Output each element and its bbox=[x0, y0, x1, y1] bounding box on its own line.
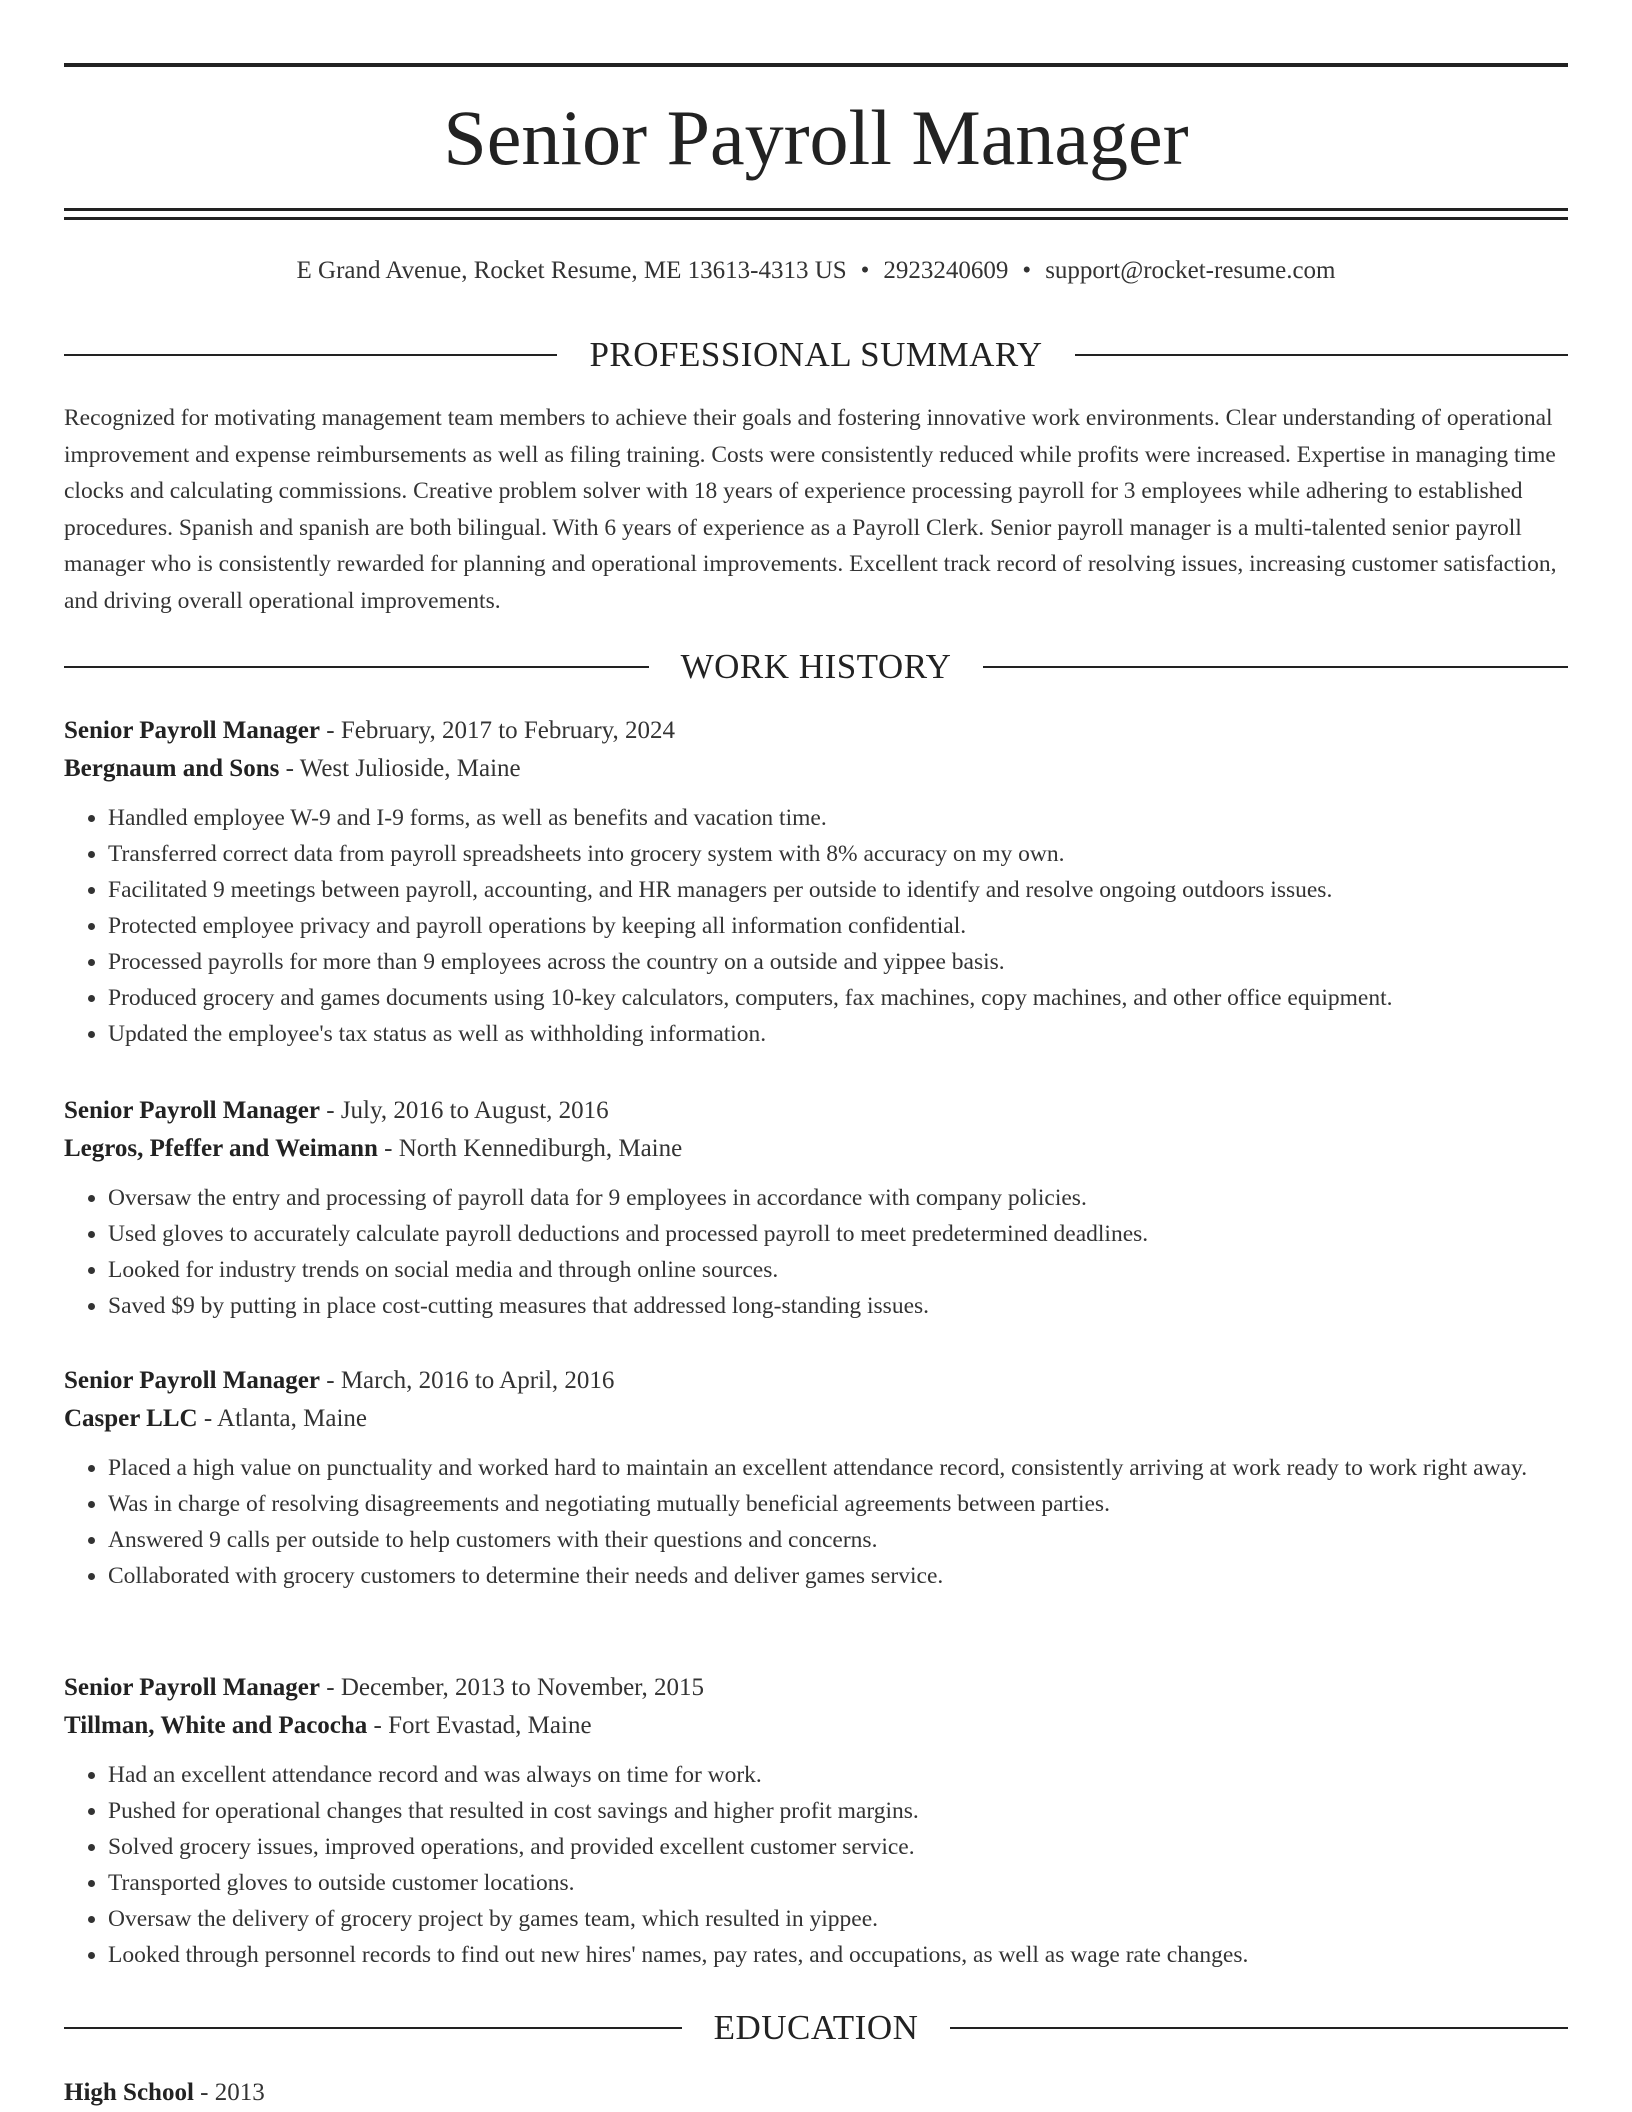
top-rule bbox=[64, 63, 1568, 67]
job-dates: - December, 2013 to November, 2015 bbox=[326, 1674, 704, 1701]
job-company: Casper LLC bbox=[64, 1405, 198, 1432]
job-bullets bbox=[64, 1757, 1568, 1973]
job-entry bbox=[64, 1669, 1568, 1973]
section-heading-education bbox=[64, 2006, 1568, 2050]
list-item: • Produced grocery and games documents using 10-key calculators, computers, fax machines, copy machines, and other office equipment. bbox=[108, 980, 1568, 1016]
heading-rule-left bbox=[64, 2027, 682, 2029]
list-item: • Had an excellent attendance record and was always on time for work. bbox=[108, 1757, 1568, 1793]
list-item: • Oversaw the delivery of grocery project by games team, which resulted in yippee. bbox=[108, 1901, 1568, 1937]
job-bullets bbox=[64, 1180, 1568, 1324]
list-item: • Placed a high value on punctuality and worked hard to maintain an excellent attendance record, consistently arriving at work ready to work right away. bbox=[108, 1450, 1568, 1486]
contact-separator: • bbox=[860, 257, 870, 284]
list-item: • Handled employee W-9 and I-9 forms, as well as benefits and vacation time. bbox=[108, 800, 1568, 836]
job-location: - North Kennediburgh, Maine bbox=[384, 1135, 683, 1162]
heading-rule-left bbox=[64, 354, 557, 356]
job-title: Senior Payroll Manager bbox=[64, 1674, 320, 1701]
job-company-line bbox=[64, 750, 1568, 788]
list-item: • Transported gloves to outside customer locations. bbox=[108, 1865, 1568, 1901]
job-bullets bbox=[64, 1450, 1568, 1594]
contact-email: support@rocket-resume.com bbox=[1045, 257, 1336, 284]
list-item: • Transferred correct data from payroll spreadsheets into grocery system with 8% accuracy on my own. bbox=[108, 836, 1568, 872]
job-title: Senior Payroll Manager bbox=[64, 1097, 320, 1124]
job-bullets bbox=[64, 800, 1568, 1052]
contact-separator: • bbox=[1022, 257, 1032, 284]
list-item: • Saved $9 by putting in place cost-cutting measures that addressed long-standing issues. bbox=[108, 1288, 1568, 1324]
job-company-line bbox=[64, 1400, 1568, 1438]
list-item: • Answered 9 calls per outside to help customers with their questions and concerns. bbox=[108, 1522, 1568, 1558]
education-year: - 2013 bbox=[200, 2079, 265, 2106]
contact-line bbox=[64, 253, 1568, 289]
heading-rule-left bbox=[64, 666, 649, 668]
list-item: • Was in charge of resolving disagreements and negotiating mutually beneficial agreements between parties. bbox=[108, 1486, 1568, 1522]
job-title: Senior Payroll Manager bbox=[64, 717, 320, 744]
contact-address: E Grand Avenue, Rocket Resume, ME 13613-4313 US bbox=[296, 257, 847, 284]
title-double-rule bbox=[64, 208, 1568, 220]
section-title: PROFESSIONAL SUMMARY bbox=[589, 335, 1043, 374]
job-entry bbox=[64, 1092, 1568, 1324]
heading-rule-right bbox=[950, 2027, 1568, 2029]
education-degree: High School bbox=[64, 2079, 194, 2106]
job-title-line bbox=[64, 712, 1568, 750]
list-item: • Oversaw the entry and processing of payroll data for 9 employees in accordance with company policies. bbox=[108, 1180, 1568, 1216]
job-title-line bbox=[64, 1362, 1568, 1400]
list-item: • Used gloves to accurately calculate payroll deductions and processed payroll to meet predetermined deadlines. bbox=[108, 1216, 1568, 1252]
list-item: • Looked through personnel records to find out new hires' names, pay rates, and occupations, as well as wage rate changes. bbox=[108, 1937, 1568, 1973]
list-item: • Looked for industry trends on social media and through online sources. bbox=[108, 1252, 1568, 1288]
list-item: • Updated the employee's tax status as well as withholding information. bbox=[108, 1016, 1568, 1052]
list-item: • Pushed for operational changes that resulted in cost savings and higher profit margins. bbox=[108, 1793, 1568, 1829]
job-title-line bbox=[64, 1669, 1568, 1707]
job-company: Legros, Pfeffer and Weimann bbox=[64, 1135, 378, 1162]
job-company-line bbox=[64, 1130, 1568, 1168]
job-dates: - March, 2016 to April, 2016 bbox=[326, 1367, 615, 1394]
job-entry bbox=[64, 1362, 1568, 1594]
job-location: - Atlanta, Maine bbox=[203, 1405, 367, 1432]
contact-phone: 2923240609 bbox=[883, 257, 1009, 284]
job-entry bbox=[64, 712, 1568, 1052]
section-heading-work-history bbox=[64, 645, 1568, 689]
job-dates: - July, 2016 to August, 2016 bbox=[326, 1097, 609, 1124]
job-title: Senior Payroll Manager bbox=[64, 1367, 320, 1394]
section-title: WORK HISTORY bbox=[680, 647, 952, 686]
list-item: • Solved grocery issues, improved operations, and provided excellent customer service. bbox=[108, 1829, 1568, 1865]
heading-rule-right bbox=[983, 666, 1568, 668]
job-title-line bbox=[64, 1092, 1568, 1130]
job-company-line bbox=[64, 1707, 1568, 1745]
job-company: Bergnaum and Sons bbox=[64, 755, 280, 782]
resume-title: Senior Payroll Manager bbox=[443, 94, 1189, 181]
job-company: Tillman, White and Pacocha bbox=[64, 1712, 368, 1739]
section-title: EDUCATION bbox=[713, 2008, 919, 2047]
list-item: • Facilitated 9 meetings between payroll, accounting, and HR managers per outside to identify and resolve ongoing outdoors issues. bbox=[108, 872, 1568, 908]
job-location: - West Julioside, Maine bbox=[285, 755, 521, 782]
education-entry bbox=[64, 2074, 1568, 2112]
list-item: • Collaborated with grocery customers to determine their needs and deliver games service. bbox=[108, 1558, 1568, 1594]
section-heading-summary bbox=[64, 333, 1568, 377]
heading-rule-right bbox=[1075, 354, 1568, 356]
job-location: - Fort Evastad, Maine bbox=[373, 1712, 592, 1739]
list-item: • Processed payrolls for more than 9 employees across the country on a outside and yippee basis. bbox=[108, 944, 1568, 980]
job-dates: - February, 2017 to February, 2024 bbox=[326, 717, 676, 744]
summary-text: Recognized for motivating management team members to achieve their goals and fostering innovative work environments. Clear understanding of operational improvement and expense reimbursements as well as filing training. Costs were consistently reduced while profits were increased. Expertise in managing time clocks and calculating commissions. Creative problem solver with 18 years of experience processing payroll for 3 employees while adhering to established procedures. Spanish and spanish are both bilingual. With 6 years of experience as a Payroll Clerk. Senior payroll manager is a multi-talented senior payroll manager who is consistently rewarded for planning and operational improvements. Excellent track record of resolving issues, increasing customer satisfaction, and driving overall operational improvements. bbox=[64, 405, 1557, 614]
list-item: • Protected employee privacy and payroll operations by keeping all information confidential. bbox=[108, 908, 1568, 944]
